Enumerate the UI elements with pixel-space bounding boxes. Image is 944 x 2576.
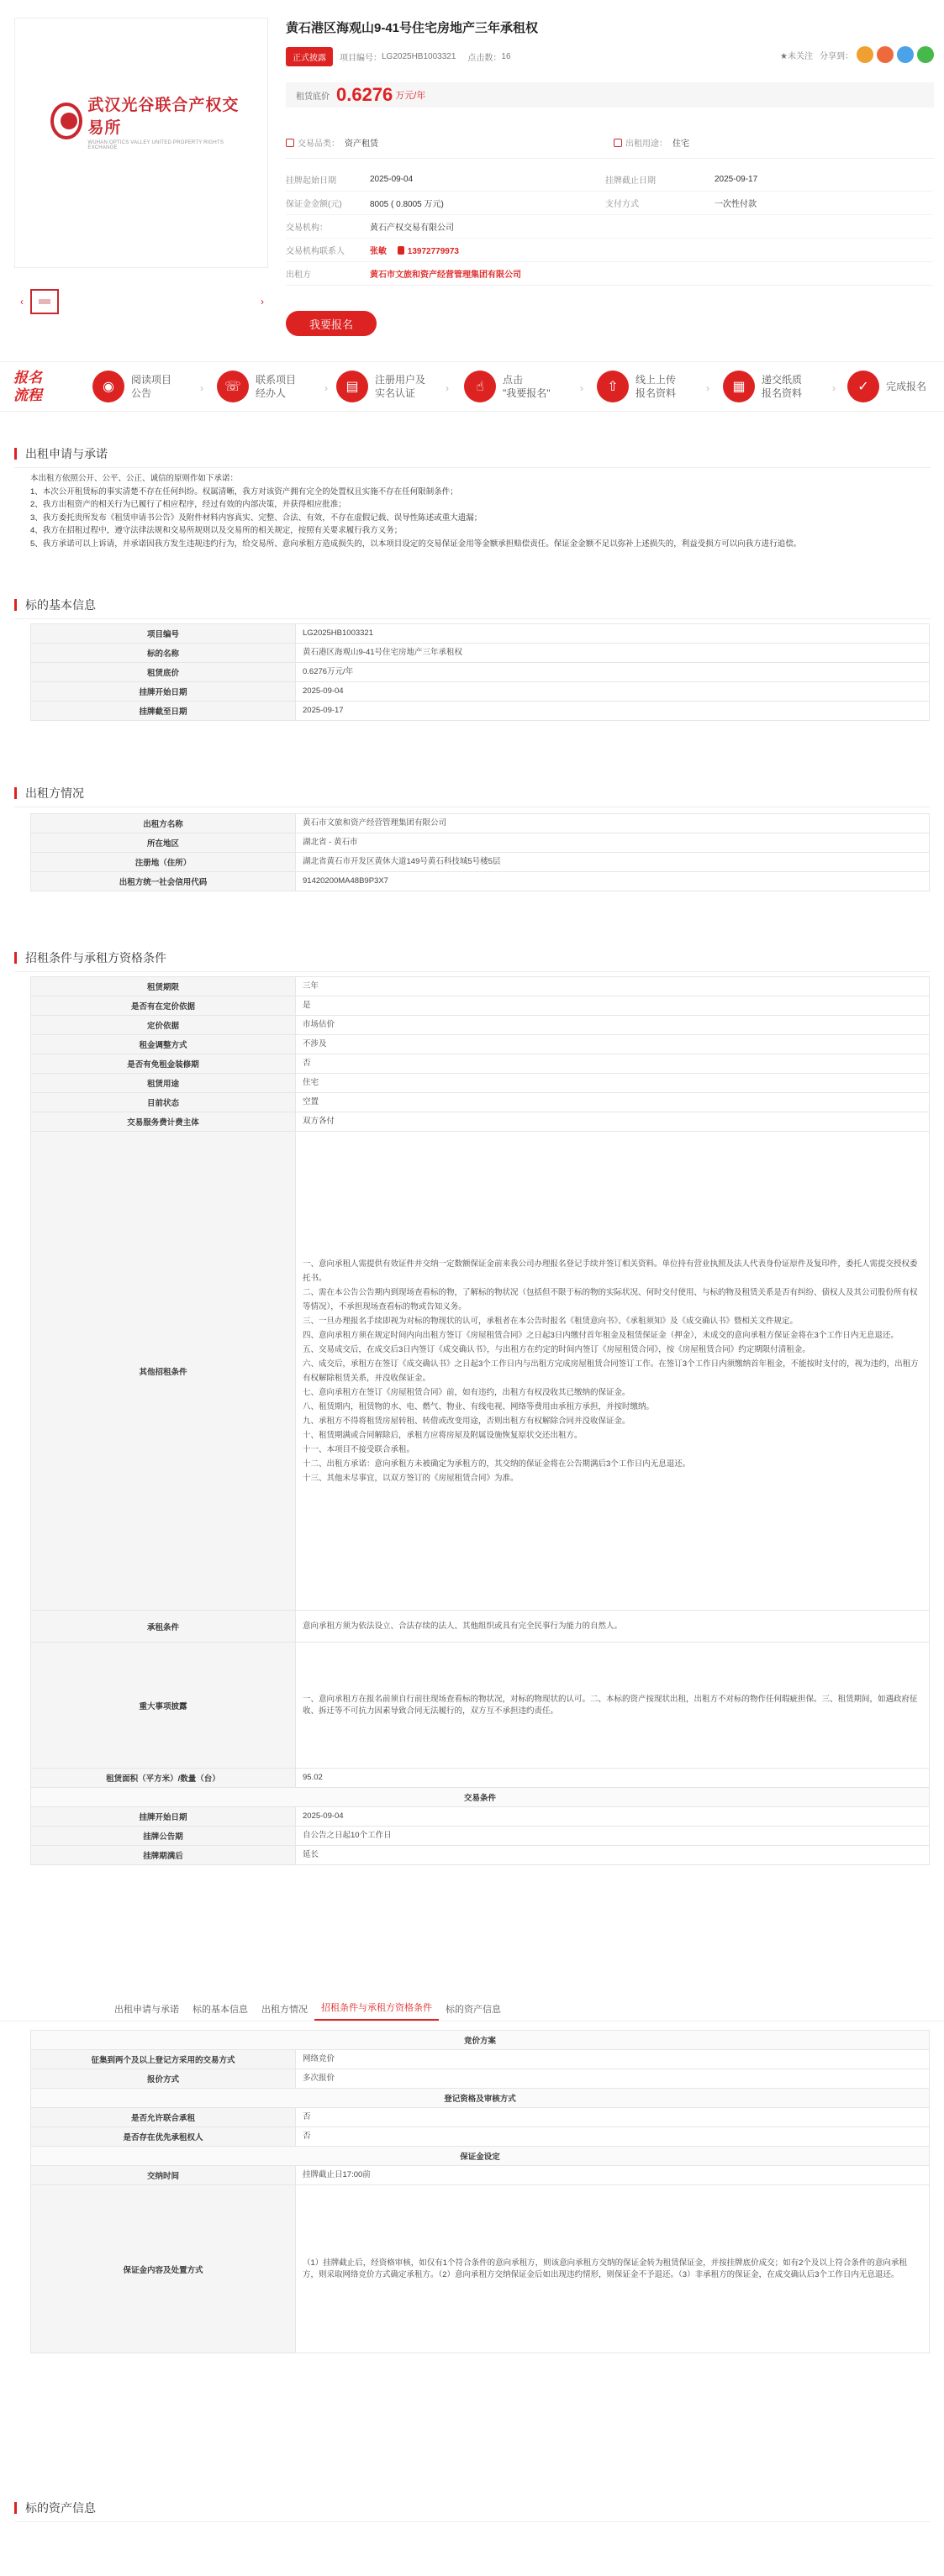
commit-line: 5、我方承诺可以上诉请，并承诺因我方发生违规违约行为，给交易所、意向承租方造成损失的，以本项目设定的交易保证金用等金额承担赔偿责任。保证金金额不足以弥补上述损失的，利益受损方可以向我方进行追偿。 — [30, 539, 802, 549]
condition-line: 一、意向承租人需提供有效证件并交纳一定数额保证金前来我公司办理报名登记手续并签订相关资料。单位持有营业执照及法人代表身份证原件及复印件，委托人需提交授权委托书。 — [303, 1259, 918, 1283]
table-value: 否 — [296, 1054, 930, 1074]
condition-line: 十一、本项目不接受联合承租。 — [303, 1444, 415, 1454]
table-row — [31, 644, 930, 663]
table-value: （1）挂牌截止后，经资格审核，如仅有1个符合条件的意向承租方，则该意向承租方交纳的保证金转为租赁保证金，并按挂牌底价成交；如有2个及以上符合条件的意向承租方，则采取网络竞价方式确定承租方。（2）意向承租方交纳保证金后如出现违约情形，则保证金不予退还。（3）非承租方的保证金，在成交确认后3个工作日内无息退还。 — [296, 2185, 930, 2353]
commit-line: 1、本次公开租赁标的事实清楚不存在任何纠纷。权属清晰，我方对该资产拥有完全的处置权且实施不存在任何限制条件； — [30, 486, 458, 497]
price-label: 租赁底价 — [296, 92, 330, 102]
condition-line: 四、意向承租方须在规定时间内向出租方签订《房屋租赁合同》之日起3日内缴付首年租金及租赁保证金（押金），未成交的意向承租方保证金将在3个工作日内无息退还。 — [303, 1330, 899, 1340]
table-key: 报价方式 — [31, 2069, 296, 2089]
usage-field — [614, 136, 689, 149]
table-row — [31, 1846, 930, 1865]
table-row — [31, 1054, 930, 1074]
steps-title-line1: 报名 — [13, 370, 42, 386]
contact-name: 张敏 — [370, 247, 387, 256]
info-grid — [286, 168, 933, 286]
exchange-logo — [50, 96, 244, 150]
table-value: 住宅 — [296, 1074, 930, 1093]
table-key: 挂牌公告期 — [31, 1827, 296, 1846]
commit-line: 2、我方出租资产的相关行为已履行了相应程序，经过有效的内部决策，并获得相应批准； — [30, 500, 346, 509]
table-row — [31, 2185, 930, 2353]
table-row — [31, 2031, 930, 2050]
tab-assets[interactable]: 标的资产信息 — [446, 2005, 501, 2015]
views-label: 点击数： — [467, 54, 502, 63]
step-6 — [723, 371, 820, 402]
step-3-label-b: 实名认证 — [375, 387, 416, 399]
table-key: 所在地区 — [31, 833, 296, 853]
table-row — [31, 2050, 930, 2069]
table-row — [31, 1611, 930, 1643]
tab-conditions[interactable]: 招租条件与承租方资格条件 — [314, 2000, 439, 2021]
step-arrow-icon: › — [324, 382, 328, 394]
step-arrow-icon: › — [200, 382, 203, 394]
table-row — [31, 1827, 930, 1846]
table-value: 多次报价 — [296, 2069, 930, 2089]
conditions-table — [30, 976, 930, 1865]
usage-icon — [614, 139, 622, 147]
table-row — [31, 833, 930, 853]
step-2-label-b: 经办人 — [256, 387, 287, 399]
table-row — [31, 2069, 930, 2089]
end-date-label: 挂牌截止日期 — [605, 176, 656, 186]
table-key: 是否有免租金装修期 — [31, 1054, 296, 1074]
table-row — [31, 1132, 930, 1611]
contact-label: 交易机构联系人 — [286, 247, 345, 256]
table-row — [31, 872, 930, 891]
condition-line: 十二、出租方承诺：意向承租方未被确定为承租方的，其交纳的保证金将在公告期满后3个工作日内无息退还。 — [303, 1459, 691, 1469]
status-badge: 正式披露 — [286, 47, 333, 66]
table-value: 挂牌截止日17:00前 — [296, 2166, 930, 2185]
other-conditions — [296, 1132, 930, 1611]
condition-line: 九、承租方不得将租赁房屋转租、转借或改变用途，否则出租方有权解除合同并没收保证金。 — [303, 1416, 630, 1426]
step-3 — [336, 371, 434, 402]
views-count: 16 — [501, 52, 511, 61]
step-4-label-b: "我要报名" — [503, 387, 551, 399]
table-row — [31, 1035, 930, 1054]
table-row — [31, 1093, 930, 1112]
table-group-title: 交易条件 — [31, 1788, 930, 1807]
follow-button[interactable]: ★未关注 — [780, 51, 813, 61]
table-key: 租金调整方式 — [31, 1035, 296, 1054]
thumbnail-strip — [15, 287, 269, 321]
table-value: 网络竞价 — [296, 2050, 930, 2069]
table-key: 挂牌开始日期 — [31, 1807, 296, 1827]
table-value: 不涉及 — [296, 1035, 930, 1054]
section-title-basic: 标的基本信息 — [14, 597, 931, 619]
table-key: 承租条件 — [31, 1611, 296, 1643]
table-row — [31, 2089, 930, 2108]
step-5 — [597, 371, 694, 402]
table-key: 保证金内容及处置方式 — [31, 2185, 296, 2353]
logo-icon — [50, 103, 82, 139]
step-7-label: 完成报名 — [886, 381, 927, 392]
step-arrow-icon: › — [832, 382, 836, 394]
table-value: 三年 — [296, 977, 930, 996]
table-value: 是 — [296, 996, 930, 1016]
logo-name-en: WUHAN OPTICS VALLEY UNITED PROPERTY RIGHTS EXCHANGE — [87, 139, 224, 150]
weibo-icon[interactable] — [857, 46, 873, 63]
next-arrow-icon[interactable]: › — [261, 296, 264, 308]
section-title-commit: 出租申请与承诺 — [14, 445, 931, 468]
table-key: 征集到两个及以上登记方采用的交易方式 — [31, 2050, 296, 2069]
tab-lessor[interactable]: 出租方情况 — [261, 2005, 308, 2015]
bid-table — [30, 2030, 930, 2353]
table-key: 标的名称 — [31, 644, 296, 663]
table-key: 挂牌开始日期 — [31, 682, 296, 702]
basic-info-table — [30, 623, 930, 721]
table-row — [31, 1807, 930, 1827]
agency-value: 黄石产权交易有限公司 — [370, 223, 454, 233]
table-key: 重大事项披露 — [31, 1643, 296, 1769]
check-icon: ✓ — [847, 371, 879, 402]
step-4-label-a: 点击 — [503, 374, 524, 386]
table-value: 2025-09-04 — [296, 682, 930, 702]
table-key: 定价依据 — [31, 1016, 296, 1035]
table-value: 0.6276万元/年 — [296, 663, 930, 682]
table-value: 意向承租方须为依法设立、合法存续的法人、其他组织或具有完全民事行为能力的自然人。 — [296, 1611, 930, 1643]
end-date: 2025-09-17 — [715, 175, 758, 184]
registration-steps — [0, 361, 944, 412]
table-value: 延长 — [296, 1846, 930, 1865]
step-6-label-a: 递交纸质 — [762, 374, 803, 386]
contact-phone[interactable]: 13972779973 — [407, 247, 459, 256]
step-6-label-b: 报名资料 — [762, 387, 803, 399]
table-value: 否 — [296, 2108, 930, 2127]
table-value: 否 — [296, 2127, 930, 2147]
table-value: 91420200MA48B9P3X7 — [296, 872, 930, 891]
table-row — [31, 1112, 930, 1132]
step-arrow-icon: › — [446, 382, 449, 394]
table-value: 自公告之日起10个工作日 — [296, 1827, 930, 1846]
table-value: 一、意向承租方在报名前须自行前往现场查看标的物状况，对标的物现状的认可。二、本标的资产按现状出租，出租方不对标的物作任何瑕疵担保。三、租赁期间，如遇政府征收、拆迁等不可抗力因素导致合同无法履行的，双方互不承担违约责任。 — [296, 1643, 930, 1769]
phone-icon — [398, 246, 404, 255]
table-key: 目前状态 — [31, 1093, 296, 1112]
table-key: 挂牌截至日期 — [31, 702, 296, 721]
table-key: 租赁面积（平方米）/数量（台） — [31, 1769, 296, 1788]
commit-line: 3、我方委托贵所发布《租赁申请书公告》及附件材料内容真实、完整、合法、有效，不存在虚假记载、误导性陈述或重大遗漏； — [30, 513, 483, 523]
project-no-label: 项目编号： — [340, 54, 382, 63]
table-row — [31, 2108, 930, 2127]
table-value: 黄石港区海观山9-41号住宅房地产三年承租权 — [296, 644, 930, 663]
step-1-label-a: 阅读项目 — [131, 374, 172, 386]
price-bar — [286, 82, 934, 108]
table-value: 空置 — [296, 1093, 930, 1112]
section-title-assets: 标的资产信息 — [14, 2500, 931, 2522]
condition-line: 十三、其他未尽事宜，以双方签订的《房屋租赁合同》为准。 — [303, 1473, 519, 1483]
step-3-label-a: 注册用户及 — [375, 374, 426, 386]
table-key: 交纳时间 — [31, 2166, 296, 2185]
table-key: 注册地（住所） — [31, 853, 296, 872]
price-value: 0.6276 — [336, 84, 393, 105]
commit-text — [30, 472, 930, 550]
agency-label: 交易机构： — [286, 223, 328, 233]
logo-name: 武汉光谷联合产权交易所 — [87, 96, 240, 137]
paytype-value: 一次性付款 — [715, 200, 757, 209]
condition-line: 十、租赁期满或合同解除后，承租方应将房屋及附属设施恢复原状交还出租方。 — [303, 1430, 583, 1440]
condition-line: 三、一旦办理报名手续即视为对标的物现状的认可，承租者在本公告时报名《租赁意向书》、《承租须知》及《成交确认书》暨相关文件规定。 — [303, 1316, 799, 1326]
start-date-label: 挂牌起始日期 — [286, 176, 336, 186]
lessor-label: 出租方 — [286, 271, 311, 280]
table-value: 2025-09-17 — [296, 702, 930, 721]
step-7 — [847, 371, 944, 402]
usage-value: 住宅 — [672, 139, 689, 149]
table-key: 项目编号 — [31, 624, 296, 644]
table-row — [31, 624, 930, 644]
table-row — [31, 702, 930, 721]
table-value: 双方各付 — [296, 1112, 930, 1132]
step-5-label-a: 线上上传 — [635, 374, 677, 386]
section-title-lessor: 出租方情况 — [14, 785, 931, 807]
share-label: 分享到： — [820, 51, 853, 61]
table-key: 出租方统一社会信用代码 — [31, 872, 296, 891]
table-row — [31, 853, 930, 872]
table-key: 是否有在定价依据 — [31, 996, 296, 1016]
steps-title-line2: 流程 — [13, 387, 42, 403]
step-1 — [92, 371, 190, 402]
table-group-title: 登记资格及审核方式 — [31, 2089, 930, 2108]
prev-arrow-icon[interactable]: ‹ — [20, 296, 24, 308]
category-value: 资产租赁 — [345, 139, 378, 149]
table-value: 2025-09-04 — [296, 1807, 930, 1827]
lessor-table — [30, 813, 930, 891]
table-row — [31, 1788, 930, 1807]
project-title: 黄石港区海观山9-41号住宅房地产三年承租权 — [286, 21, 539, 35]
table-value: 95.02 — [296, 1769, 930, 1788]
condition-line: 七、意向承租方在签订《房屋租赁合同》前，如有违约，出租方有权没收其已缴纳的保证金。 — [303, 1387, 630, 1397]
category-icon — [286, 139, 294, 147]
commit-line: 本出租方依照公开、公平、公正、诚信的原则作如下承诺： — [30, 474, 239, 483]
table-value: 湖北省 - 黄石市 — [296, 833, 930, 853]
category-label: 交易品类： — [298, 139, 340, 149]
lessor-value[interactable]: 黄石市文旅和资产经营管理集团有限公司 — [370, 271, 521, 280]
table-row — [31, 1016, 930, 1035]
table-row — [31, 2147, 930, 2166]
table-row — [31, 1643, 930, 1769]
step-1-label-b: 公告 — [131, 387, 152, 399]
step-5-label-b: 报名资料 — [635, 387, 677, 399]
paytype-label: 支付方式 — [605, 200, 639, 209]
table-row — [31, 663, 930, 682]
thumbnail[interactable] — [30, 289, 59, 314]
table-key: 交易服务费计费主体 — [31, 1112, 296, 1132]
usage-label: 出租用途： — [625, 139, 667, 149]
eye-icon: ◉ — [92, 371, 124, 402]
project-image-panel — [14, 18, 268, 308]
wechat-icon[interactable] — [917, 46, 934, 63]
table-row — [31, 2166, 930, 2185]
table-value: 市场估价 — [296, 1016, 930, 1035]
category-field — [286, 136, 378, 149]
qzone-icon[interactable] — [877, 46, 894, 63]
table-value: LG2025HB1003321 — [296, 624, 930, 644]
step-2-label-a: 联系项目 — [256, 374, 297, 386]
id-card-icon: ▤ — [336, 371, 368, 402]
table-row — [31, 1769, 930, 1788]
project-no: LG2025HB1003321 — [382, 52, 456, 61]
table-key: 租赁期限 — [31, 977, 296, 996]
deposit-label: 保证金金额(元) — [286, 200, 342, 209]
tab-commit[interactable]: 出租申请与承诺 — [114, 2005, 179, 2015]
step-arrow-icon: › — [706, 382, 709, 394]
step-2 — [217, 371, 314, 402]
table-key: 挂牌期满后 — [31, 1846, 296, 1865]
table-group-title: 保证金设定 — [31, 2147, 930, 2166]
divider — [286, 158, 934, 159]
apply-button[interactable]: 我要报名 — [286, 311, 377, 336]
table-row — [31, 977, 930, 996]
section-tabs — [0, 2000, 944, 2021]
table-row — [31, 2127, 930, 2147]
start-date: 2025-09-04 — [370, 175, 414, 184]
table-value: 黄石市文旅和资产经营管理集团有限公司 — [296, 814, 930, 833]
steps-title — [13, 369, 42, 404]
tab-basic[interactable]: 标的基本信息 — [192, 2005, 248, 2015]
table-key: 是否存在优先承租权人 — [31, 2127, 296, 2147]
table-row — [31, 814, 930, 833]
upload-icon: ⇧ — [597, 371, 629, 402]
condition-line: 二、需在本公告公告期内到现场查看标的物，了解标的物状况（包括但不限于标的物的实际状况、何时交付使用、与标的物及租赁关系是否有纠纷、债权人及其公司股份所有权等情况），不承担现场查看标的物或告知义务。 — [303, 1287, 918, 1312]
table-row — [31, 1074, 930, 1093]
deposit-value: 8005 ( 0.8005 万元) — [370, 200, 444, 209]
table-key: 租赁用途 — [31, 1074, 296, 1093]
table-key: 是否允许联合承租 — [31, 2108, 296, 2127]
hand-click-icon: ☝ — [464, 371, 496, 402]
document-icon: ▦ — [723, 371, 755, 402]
commit-line: 4、我方在招租过程中，遵守法律法规和交易所规则以及交易所的相关规定，按照有关要求履行我方义务； — [30, 526, 403, 535]
table-value: 湖北省黄石市开发区黄休大道149号黄石科技城5号楼5层 — [296, 853, 930, 872]
share-bar — [780, 46, 934, 63]
phone-icon: ☏ — [217, 371, 249, 402]
section-title-conditions: 招租条件与承租方资格条件 — [14, 949, 931, 972]
table-key: 出租方名称 — [31, 814, 296, 833]
step-arrow-icon: › — [580, 382, 583, 394]
table-key: 其他招租条件 — [31, 1132, 296, 1611]
project-meta — [286, 47, 511, 66]
table-row — [31, 682, 930, 702]
table-group-title: 竞价方案 — [31, 2031, 930, 2050]
condition-line: 五、交易成交后，在成交后3日内签订《成交确认书》，与出租方在约定的时间内签订《房屋租赁合同》，按《房屋租赁合同》约定期限付清租金。 — [303, 1344, 810, 1354]
price-unit: 万元/年 — [395, 91, 426, 101]
condition-line: 六、成交后，承租方在签订《成交确认书》之日起3个工作日内与出租方完成房屋租赁合同签订工作。在签订3个工作日内须缴纳首年租金，不能按时支付的，视为违约，出租方有权解除租赁关系，并没收保证金。 — [303, 1359, 919, 1383]
table-row — [31, 996, 930, 1016]
step-4 — [464, 371, 562, 402]
condition-line: 八、租赁期内，租赁物的水、电、燃气、物业、有线电视、网络等费用由承租方承担，并按时缴纳。 — [303, 1401, 655, 1412]
table-key: 租赁底价 — [31, 663, 296, 682]
qq-icon[interactable] — [897, 46, 914, 63]
